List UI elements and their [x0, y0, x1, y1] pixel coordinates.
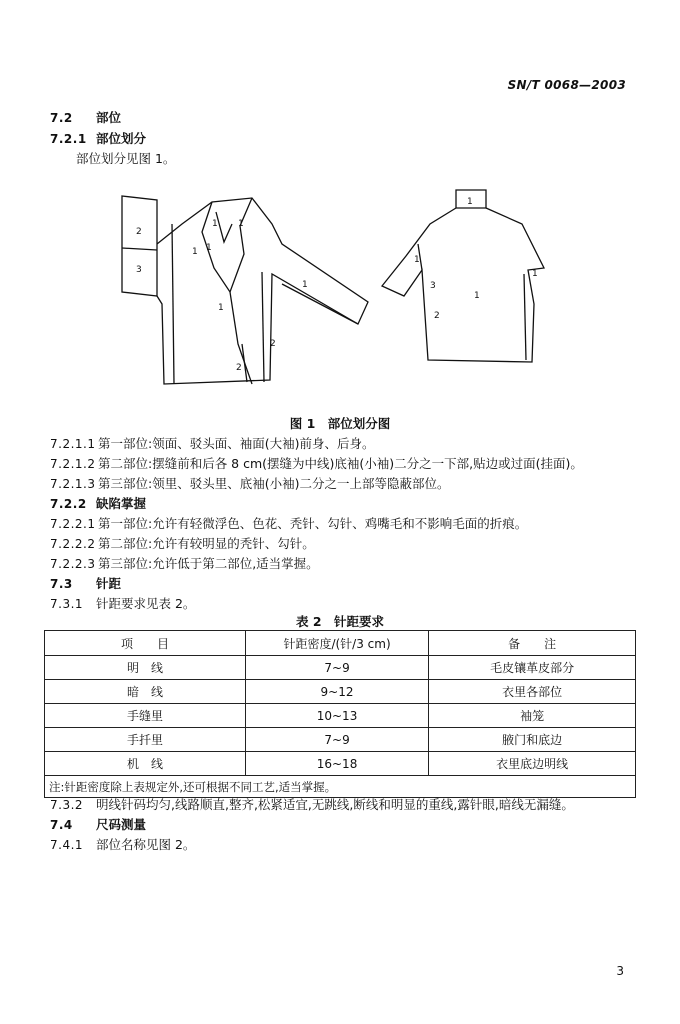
- figure-1-garment-diagram: [112, 184, 562, 404]
- table-row: [45, 728, 636, 752]
- clause-text: 第三部位:允许低于第二部位,适当掌握。: [98, 556, 319, 571]
- clause-7-4-1: [50, 837, 195, 853]
- clause-number: 7.2.1.2: [50, 457, 96, 471]
- front-label: 1: [206, 243, 212, 253]
- clause-text: 第一部位:允许有轻微浮色、色花、秃针、勾针、鸡嘴毛和不影响毛面的折痕。: [98, 516, 528, 531]
- clause-number: 7.2.1.1: [50, 437, 96, 451]
- section-7-4-heading: [50, 817, 146, 833]
- table-cell: 手缝里: [45, 704, 246, 728]
- section-number: 7.2.2: [50, 497, 87, 511]
- table-cell: 明 线: [45, 656, 246, 680]
- front-seam-line: [172, 224, 174, 384]
- clause-7-3-2: [50, 797, 574, 813]
- clause-7-2-1-3: [50, 476, 449, 492]
- figure-1-caption: 图 1 部位划分图: [289, 416, 391, 431]
- clause-number: 7.4.1: [50, 838, 84, 852]
- back-label: 1: [532, 269, 538, 279]
- clause-7-2-2-1: [50, 516, 527, 532]
- front-jacket-drawing: [122, 196, 368, 384]
- front-label: 2: [136, 227, 142, 237]
- table-cell: 机 线: [45, 752, 246, 776]
- standard-number: SN/T 0068—2003: [507, 78, 626, 92]
- front-label: 1: [218, 303, 224, 313]
- clause-text: 部位名称见图 2。: [96, 837, 196, 852]
- section-title: 尺码测量: [96, 817, 147, 832]
- section-number: 7.2.1: [50, 132, 87, 146]
- page-number: 3: [616, 964, 624, 978]
- table-cell: 16~18: [245, 752, 428, 776]
- clause-text: 明线针码均匀,线路顺直,整齐,松紧适宜,无跳线,断线和明显的重线,露针眼,暗线无漏缝。: [96, 797, 574, 812]
- front-label: 1: [238, 219, 244, 229]
- table-row: [45, 752, 636, 776]
- section-title: 部位划分: [96, 131, 147, 146]
- clause-number: 7.2.1.3: [50, 477, 96, 491]
- clause-7-2-2-2: [50, 536, 315, 552]
- section-7-2-2-heading: [50, 496, 146, 512]
- clause-text: 第一部位:领面、驳头面、袖面(大袖)前身、后身。: [98, 436, 375, 451]
- back-label: 1: [414, 255, 420, 265]
- clause-7-2-2-3: [50, 556, 319, 572]
- table-cell: 10~13: [245, 704, 428, 728]
- table-row: [45, 656, 636, 680]
- table-cell: 暗 线: [45, 680, 246, 704]
- table-cell: 腋门和底边: [429, 728, 636, 752]
- table-note: 注:针距密度除上表规定外,还可根据不同工艺,适当掌握。: [45, 776, 636, 798]
- table-header-cell: 针距密度/(针/3 cm): [245, 631, 428, 656]
- back-body-outline: [382, 208, 544, 362]
- table-row: [45, 680, 636, 704]
- clause-text: 第二部位:允许有较明显的秃针、勾针。: [98, 536, 315, 551]
- clause-7-2-1-2: [50, 456, 583, 472]
- sleeve-division-line: [122, 248, 157, 250]
- front-label: 1: [212, 219, 218, 229]
- front-label: 3: [136, 265, 142, 275]
- clause-7-2-1-1: [50, 436, 374, 452]
- front-label: 2: [270, 339, 276, 349]
- clause-number: 7.3.2: [50, 798, 84, 812]
- figure-reference-text: 部位划分见图 1。: [76, 151, 176, 166]
- clause-number: 7.2.2.1: [50, 517, 96, 531]
- table-cell: 毛皮镶革皮部分: [429, 656, 636, 680]
- table-cell: 袖笼: [429, 704, 636, 728]
- left-sleeve-outline: [122, 196, 157, 296]
- table-cell: 7~9: [245, 728, 428, 752]
- clause-number: 7.2.2.2: [50, 537, 96, 551]
- clause-number: 7.2.2.3: [50, 557, 96, 571]
- section-7-2-heading: [50, 110, 121, 126]
- back-jacket-drawing: [382, 190, 544, 362]
- clause-text: 第三部位:领里、驳头里、底袖(小袖)二分之一上部等隐蔽部位。: [98, 476, 450, 491]
- clause-text: 针距要求见表 2。: [96, 596, 196, 611]
- back-side-seam: [524, 274, 526, 360]
- collar-line: [216, 212, 232, 242]
- back-label: 1: [474, 291, 480, 301]
- back-label: 2: [434, 311, 440, 321]
- section-7-2-1-heading: [50, 131, 146, 147]
- back-label: 3: [430, 281, 436, 291]
- stitch-density-table: [44, 630, 636, 798]
- table-header-cell: 备 注: [429, 631, 636, 656]
- table-2-caption: 表 2 针距要求: [295, 614, 385, 629]
- back-label: 1: [467, 197, 473, 207]
- section-title: 针距: [96, 576, 122, 591]
- table-cell: 衣里各部位: [429, 680, 636, 704]
- table-cell: 9~12: [245, 680, 428, 704]
- table-row: [45, 704, 636, 728]
- front-label: 2: [236, 363, 242, 373]
- table-cell: 衣里底边明线: [429, 752, 636, 776]
- sleeve-underline: [282, 284, 358, 324]
- clause-7-3-1: [50, 596, 195, 612]
- table-cell: 7~9: [245, 656, 428, 680]
- section-7-3-heading: [50, 576, 121, 592]
- front-label: 1: [192, 247, 198, 257]
- section-number: 7.2: [50, 111, 73, 125]
- clause-text: 第二部位:摆缝前和后各 8 cm(摆缝为中线)底袖(小袖)二分之一下部,贴边或过面(挂面)。: [98, 456, 583, 471]
- table-header-row: [45, 631, 636, 656]
- front-label: 1: [302, 280, 308, 290]
- clause-number: 7.3.1: [50, 597, 84, 611]
- table-header-cell: 项 目: [45, 631, 246, 656]
- section-number: 7.4: [50, 818, 73, 832]
- front-facing-line: [242, 344, 247, 382]
- table-note-row: [45, 776, 636, 798]
- side-seam-line: [262, 272, 264, 382]
- table-cell: 手扦里: [45, 728, 246, 752]
- section-title: 部位: [96, 110, 122, 125]
- section-number: 7.3: [50, 577, 73, 591]
- section-title: 缺陷掌握: [96, 496, 147, 511]
